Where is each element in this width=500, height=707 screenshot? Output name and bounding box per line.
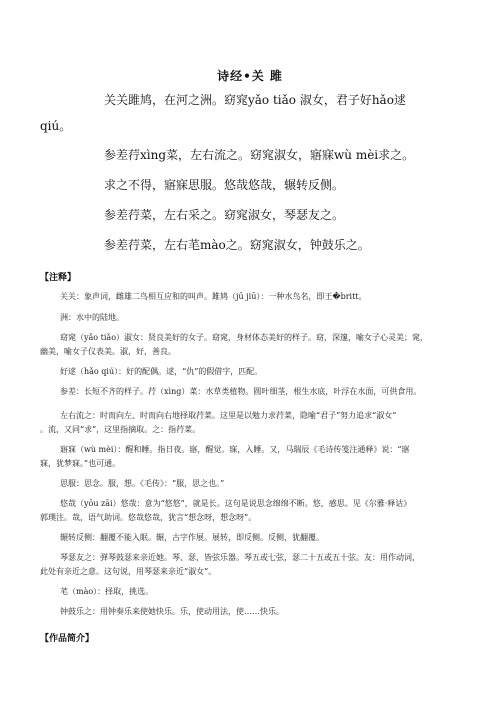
poem-line-5: 参差荇菜，左右芼mào之。窈窕淑女，钟鼓乐之。 xyxy=(104,238,370,252)
note-haoqiu: 好逑（hǎo qiú）：好的配偶。逑，“仇”的假借字，匹配。 xyxy=(60,367,263,376)
note-zuoyouliu: 左右流之：时而向左、时而向右地择取荇菜。这里是以勉力求荇菜，隐喻“君子”努力追求“淑女” xyxy=(60,411,397,420)
note-mao: 芼（mào）：择取，挑选。 xyxy=(60,587,154,596)
poem-title: 诗经•关 雎 xyxy=(217,69,283,83)
note-yaotiao-cont: 幽美，喻女子仪表美。淑，好，善良。 xyxy=(40,347,176,356)
poem-line-1: 关关雎鸠，在河之洲。窈窕yǎo tiǎo 淑女，君子好hǎo逑 xyxy=(104,93,406,107)
poem-line-4: 参差荇菜，左右采之。窈窕淑女，琴瑟友之。 xyxy=(104,208,345,222)
note-youzai: 悠哉（yōu zāi）悠哉：意为“悠悠”，就是长。这句是说思念绵绵不断。悠，感思。见《尔雅·释诂》 xyxy=(60,499,412,508)
poem-line-1-cont: qiú。 xyxy=(40,119,72,133)
note-yaotiao: 窈窕（yǎo tiǎo）淑女：贤良美好的女子。窈窕，身材体态美好的样子。窈，深邃，喻女子心灵美；窕， xyxy=(60,333,429,342)
note-zhonggu: 钟鼓乐之：用钟奏乐来使她快乐。乐，使动用法，使……快乐。 xyxy=(60,607,284,616)
note-cenci: 参差：长短不齐的样子。荇（xìng）菜：水草类植物。圆叶细茎，根生水底，叶浮在水面，可供食用。 xyxy=(60,387,422,396)
note-guanguan: 关关：象声词，雌雄二鸟相互应和的叫声。雎鸠（jū jiū）：一种水鸟名，即王�britt。 xyxy=(60,292,367,301)
note-qinse-cont: 此处有亲近之意。这句说，用琴瑟来亲近“淑女”。 xyxy=(40,567,217,576)
note-youzai-cont: 郭璞注。哉，语气助词。悠哉悠哉，犹言“想念呀，想念呀”。 xyxy=(40,513,257,522)
note-sifu: 思服：思念。服，想。《毛传》：“服，思之也。” xyxy=(60,479,225,488)
poem-line-3: 求之不得，寤寐思服。悠哉悠哉，辗转反侧。 xyxy=(104,178,345,192)
intro-heading: 【作品简介】 xyxy=(40,634,95,644)
note-zhanzhuan: 辗转反侧：翻覆不能入眠。辗，古字作展。展转，即反侧。反侧，犹翻覆。 xyxy=(60,533,324,542)
poem-line-2: 参差荇xìng菜，左右流之。窈窕淑女，寤寐wù mèi求之。 xyxy=(104,148,415,162)
note-qinse: 琴瑟友之：弹琴鼓瑟来亲近她。琴、瑟，皆弦乐器。琴五或七弦，瑟二十五或五十弦。友：用作动词， xyxy=(60,553,420,562)
note-zhou: 洲：水中的陆地。 xyxy=(60,313,124,322)
note-wumei-cont: 寐，犹梦寐。”也可通。 xyxy=(40,459,121,468)
note-zuoyouliu-cont: 。流，又同“求”，这里指摘取。之：指荇菜。 xyxy=(40,425,201,434)
note-wumei: 寤寐（wù mèi）：醒和睡。指日夜。寤，醒觉。寐，入睡。又，马瑞辰《毛诗传笺注通释》说：“寤 xyxy=(60,445,410,454)
notes-heading: 【注释】 xyxy=(40,273,77,283)
